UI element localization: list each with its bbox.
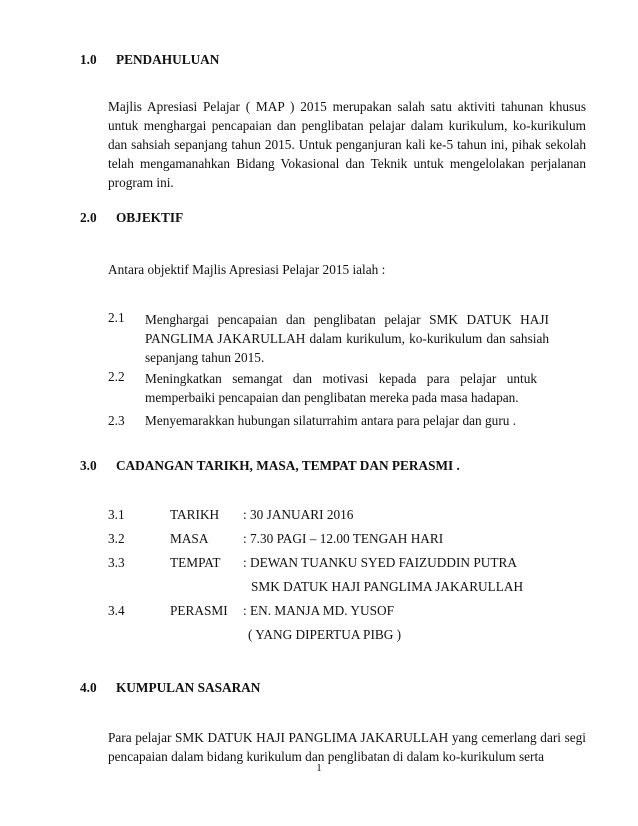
row-3-4-label: PERASMI [170,603,228,618]
section-3-number: 3.0 [80,458,97,473]
row-3-3-label: TEMPAT [170,555,221,570]
row-3-3-value: : DEWAN TUANKU SYED FAIZUDDIN PUTRA [243,555,517,570]
row-3-2-number: 3.2 [108,531,125,546]
section-2-intro: Antara objektif Majlis Apresiasi Pelajar 2015 ialah : [108,262,386,277]
page-number: 1 [316,762,322,774]
row-3-3-value-line2: SMK DATUK HAJI PANGLIMA JAKARULLAH [251,579,524,594]
objective-2-3-text: Menyemarakkan hubungan silaturrahim antara para pelajar dan guru . [145,413,517,428]
section-1-heading [80,52,219,68]
objective-2-2-text: Meningkatkan semangat dan motivasi kepada para pelajar untuk memperbaiki pencapaian dan penglibatan mereka pada masa hadapan. [145,371,537,405]
section-1-number: 1.0 [80,52,97,67]
section-2-title: OBJEKTIF [115,210,184,225]
row-3-1-value: : 30 JANUARI 2016 [243,507,354,522]
section-3-title: CADANGAN TARIKH, MASA, TEMPAT DAN PERASMI . [115,458,460,473]
objective-2-2-number: 2.2 [108,369,125,384]
section-1-title: PENDAHULUAN [115,52,220,67]
row-3-4-value: : EN. MANJA MD. YUSOF [243,603,394,618]
row-3-1-number: 3.1 [108,507,125,522]
section-4-number: 4.0 [80,680,97,695]
section-1-paragraph: Majlis Apresiasi Pelajar ( MAP ) 2015 merupakan salah satu aktiviti tahunan khusus untuk menghargai pencapaian dan penglibatan pelajar dalam kurikulum, ko-kurikulum dan sahsiah sepanjang tahun 2015. Untuk penganjuran kali ke-5 tahun ini, pihak sekolah telah mengamanahkan Bidang Vokasional dan Teknik untuk mengelolakan perjalanan program ini. [108,99,586,190]
row-3-4-number: 3.4 [108,603,125,618]
section-2-heading [80,210,183,226]
row-3-3-number: 3.3 [108,555,125,570]
row-3-4-value-line2: ( YANG DIPERTUA PIBG ) [248,627,402,642]
section-2-number: 2.0 [80,210,97,225]
row-3-2-label: MASA [170,531,209,546]
row-3-1-label: TARIKH [170,507,220,522]
objective-2-1-number: 2.1 [108,310,125,325]
section-3-heading [80,458,460,474]
section-4-paragraph: Para pelajar SMK DATUK HAJI PANGLIMA JAKARULLAH yang cemerlang dari segi pencapaian dalam bidang kurikulum dan penglibatan di dalam ko-kurikulum serta [108,730,586,764]
section-4-title: KUMPULAN SASARAN [115,680,261,695]
objective-2-1-text: Menghargai pencapaian dan penglibatan pelajar SMK DATUK HAJI PANGLIMA JAKARULLAH dalam kurikulum, ko-kurikulum dan sahsiah sepanjang tahun 2015. [145,312,549,365]
section-4-heading [80,680,260,696]
objective-2-3-number: 2.3 [108,413,125,428]
row-3-2-value: : 7.30 PAGI – 12.00 TENGAH HARI [243,531,444,546]
